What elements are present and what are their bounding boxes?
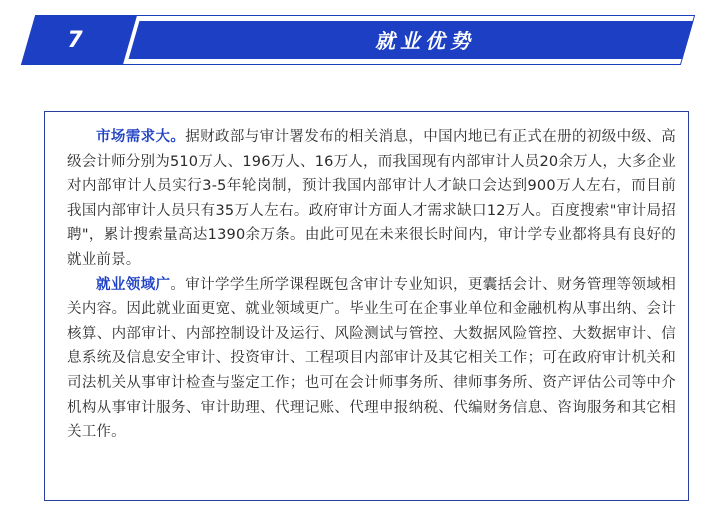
body-employment-fields: 。审计学学生所学课程既包含审计专业知识，更囊括会计、财务管理等领域相关内容。因此就业面更宽、就业领域更广。毕业生可在企事业单位和金融机构从事出纳、会计核算、内部审计、内部控制设计及运行、风险测试与管控、大数据风险管控、大数据审计、信息系统及信息安全审计、投资审计、工程项目内部审计及其它相关工作；可在政府审计机关和司法机关从事审计检查与鉴定工作；也可在会计师事务所、律师事务所、资产评估公司等中介机构从事审计服务、审计助理、代理记账、代理申报纳税、代编财务信息、咨询服务和其它相关工作。 <box>67 276 677 441</box>
lead-market-demand: 市场需求大。 <box>96 129 186 145</box>
paragraph-employment-fields <box>67 273 676 445</box>
section-title: 就业优势 <box>375 29 475 53</box>
paragraph-market-demand <box>67 125 676 273</box>
lead-employment-fields: 就业领域广 <box>96 276 171 293</box>
section-number: 7 <box>67 28 83 53</box>
body-market-demand: 据财政部与审计署发布的相关消息，中国内地已有正式在册的初级中级、高级会计师分别为510万人、196万人、16万人，而我国现有内部审计人员20余万人，大多企业对内部审计人员实行3-5年轮岗制，预计我国内部审计人才缺口会达到900万人左右，而目前我国内部审计人员只有35万人左右。政府审计方面人才需求缺口12万人。百度搜索"审计局招聘"，累计搜索量高达1390余万条。由此可见在未来很长时间内，审计学专业都将具有良好的就业前景。 <box>67 129 676 268</box>
section-banner <box>0 0 721 80</box>
content-box <box>44 111 689 501</box>
